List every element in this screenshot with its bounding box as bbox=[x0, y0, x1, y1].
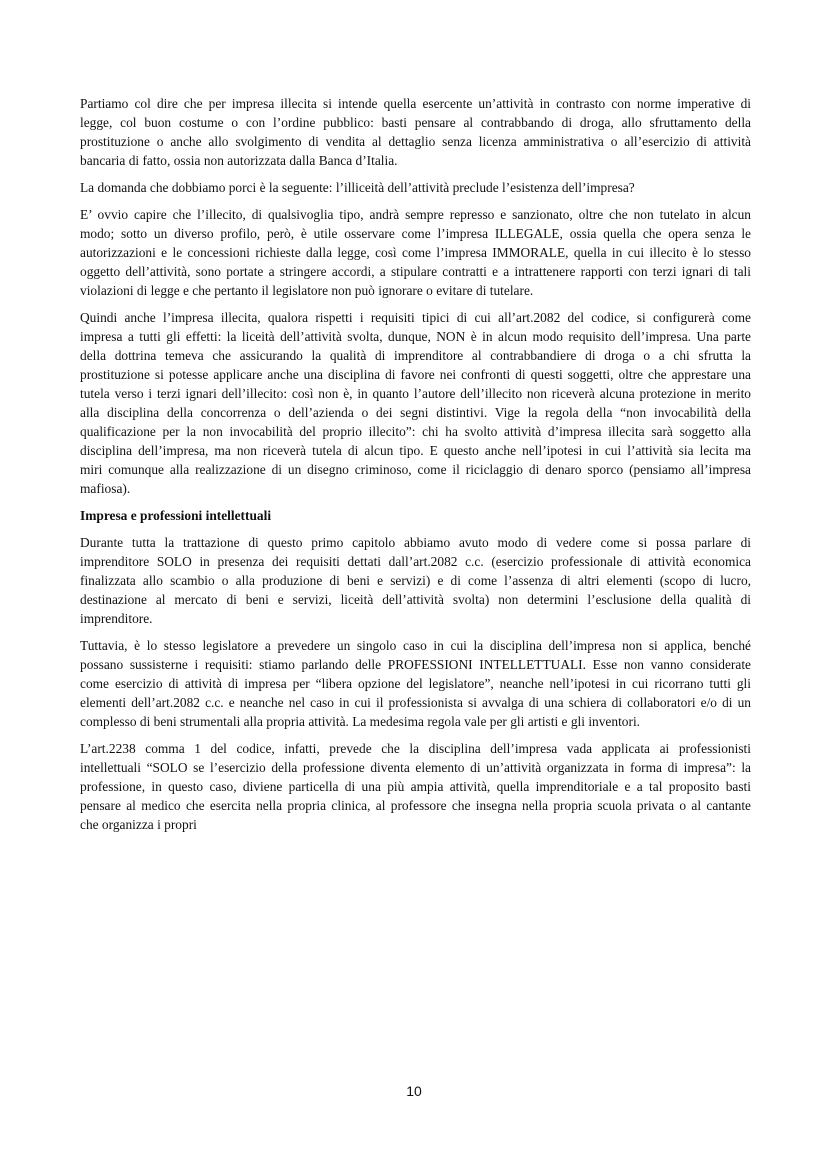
paragraph bbox=[80, 178, 751, 197]
text-line: mafiosa). bbox=[80, 481, 131, 496]
text-line: qualificazione per la non invocabilità del proprio illecito”: chi ha svolto attività d’impresa illecita sarà soggetto alla bbox=[80, 424, 751, 439]
text-line: Partiamo col dire che per impresa illecita si intende quella esercente un’attività in contrasto con norme imperative di bbox=[80, 96, 751, 111]
text-line: intellettuali “SOLO se l’esercizio della professione diventa elemento di un’attività organizzata in forma di impresa”: la bbox=[80, 760, 751, 775]
paragraph bbox=[80, 739, 751, 834]
paragraph bbox=[80, 533, 751, 628]
text-line: complesso di beni strumentali alla propria attività. La medesima regola vale per gli artisti e gli inventori. bbox=[80, 714, 641, 729]
text-line: L’art.2238 comma 1 del codice, infatti, prevede che la disciplina dell’impresa vada applicata ai professionisti bbox=[80, 741, 751, 756]
text-line: come esercizio di attività di impresa per “libera opzione del legislatore”, neanche nell’ipotesi in cui ricorrano tutti gli bbox=[80, 676, 751, 691]
text-line: finalizzata allo scambio o alla produzione di beni e servizi) e di come l’assenza di altri elementi (scopo di lucro, bbox=[80, 573, 751, 588]
text-line: pensare al medico che esercita nella propria clinica, al professore che insegna nella propria scuola privata o al cantante bbox=[80, 798, 751, 813]
text-line: Tuttavia, è lo stesso legislatore a prevedere un singolo caso in cui la disciplina dell’impresa non si applica, benché bbox=[80, 638, 751, 653]
paragraph bbox=[80, 636, 751, 731]
text-line: disciplina dell’impresa, ma non riceverà tutela di alcun tipo. E questo anche nell’ipotesi in cui l’attività sia lecita ma bbox=[80, 443, 751, 458]
text-line: miri comunque alla realizzazione di un disegno criminoso, come il riciclaggio di denaro sporco (pensiamo all’impresa bbox=[80, 462, 751, 477]
paragraph bbox=[80, 94, 751, 170]
text-line: Durante tutta la trattazione di questo primo capitolo abbiamo avuto modo di vedere come si possa parlare di bbox=[80, 535, 751, 550]
paragraph bbox=[80, 205, 751, 300]
paragraph bbox=[80, 308, 751, 498]
text-line: possano sussisterne i requisiti: stiamo parlando delle PROFESSIONI INTELLETTUALI. Esse non vanno considerate bbox=[80, 657, 751, 672]
text-line: destinazione al mercato di beni e servizi, liceità dell’attività svolta) non determini l’esclusione della qualità di bbox=[80, 592, 751, 607]
text-line: tutela verso i terzi ignari dell’illecito: così non è, in quanto l’autore dell’illecito non riceverà alcuna protezione in merito bbox=[80, 386, 751, 401]
text-line: violazioni di legge e che pertanto il legislatore non può ignorare o evitare di tutelare. bbox=[80, 283, 534, 298]
text-line: imprenditore. bbox=[80, 611, 153, 626]
text-line: prostituzione si potesse applicare anche una disciplina di favore nei confronti di questi soggetti, oltre che apprestare una bbox=[80, 367, 751, 382]
text-line: Quindi anche l’impresa illecita, qualora rispetti i requisiti tipici di cui all’art.2082 del codice, si configurerà come bbox=[80, 310, 751, 325]
text-line: E’ ovvio capire che l’illecito, di qualsivoglia tipo, andrà sempre represso e sanzionato, oltre che non tutelato in alcun bbox=[80, 207, 751, 222]
document-body bbox=[80, 94, 751, 842]
text-line: autorizzazioni e le concessioni richieste dalla legge, così come l’impresa IMMORALE, quella in cui illecito è lo stesso bbox=[80, 245, 751, 260]
text-line: prostituzione o anche allo svolgimento di vendita al dettaglio senza licenza amministrativa o all’esercizio di attività bbox=[80, 134, 751, 149]
text-line: elementi dell’art.2082 c.c. e neanche nel caso in cui il professionista si avvalga di una schiera di collaboratori e/o di un bbox=[80, 695, 751, 710]
text-line: oggetto dell’attività, sono portate a stringere accordi, a stipulare contratti e a intrattenere rapporti con terzi ignari di tali bbox=[80, 264, 751, 279]
text-line: modo; sotto un diverso profilo, però, è utile osservare come l’impresa ILLEGALE, ossia quella che opera senza le bbox=[80, 226, 751, 241]
text-line: della dottrina temeva che assicurando la qualità di imprenditore al contrabbandiere di droga o a chi sfrutta la bbox=[80, 348, 751, 363]
text-line: Impresa e professioni intellettuali bbox=[80, 508, 272, 523]
text-line: bancaria di fatto, ossia non autorizzata dalla Banca d’Italia. bbox=[80, 153, 398, 168]
text-line: La domanda che dobbiamo porci è la seguente: l’illiceità dell’attività preclude l’esistenza dell’impresa? bbox=[80, 180, 635, 195]
text-line: professione, in questo caso, diviene particella di una più ampia attività, quella imprenditoriale e a tal proposito basti bbox=[80, 779, 751, 794]
text-line: legge, col buon costume o con l’ordine pubblico: basti pensare al contrabbando di droga, allo sfruttamento della bbox=[80, 115, 751, 130]
text-line: alla disciplina della concorrenza o dell’azienda o dei segni distintivi. Vige la regola della “non invocabilità della bbox=[80, 405, 751, 420]
page-number: 10 bbox=[406, 1083, 422, 1099]
text-line: che organizza i propri bbox=[80, 817, 197, 832]
text-line: imprenditore SOLO in presenza dei requisiti dettati dall’art.2082 c.c. (esercizio professionale di attività economica bbox=[80, 554, 751, 569]
text-line: impresa a tutti gli effetti: la liceità dell’attività svolta, dunque, NON è in alcun modo requisito dell’impresa. Una parte bbox=[80, 329, 751, 344]
section-heading bbox=[80, 506, 751, 525]
